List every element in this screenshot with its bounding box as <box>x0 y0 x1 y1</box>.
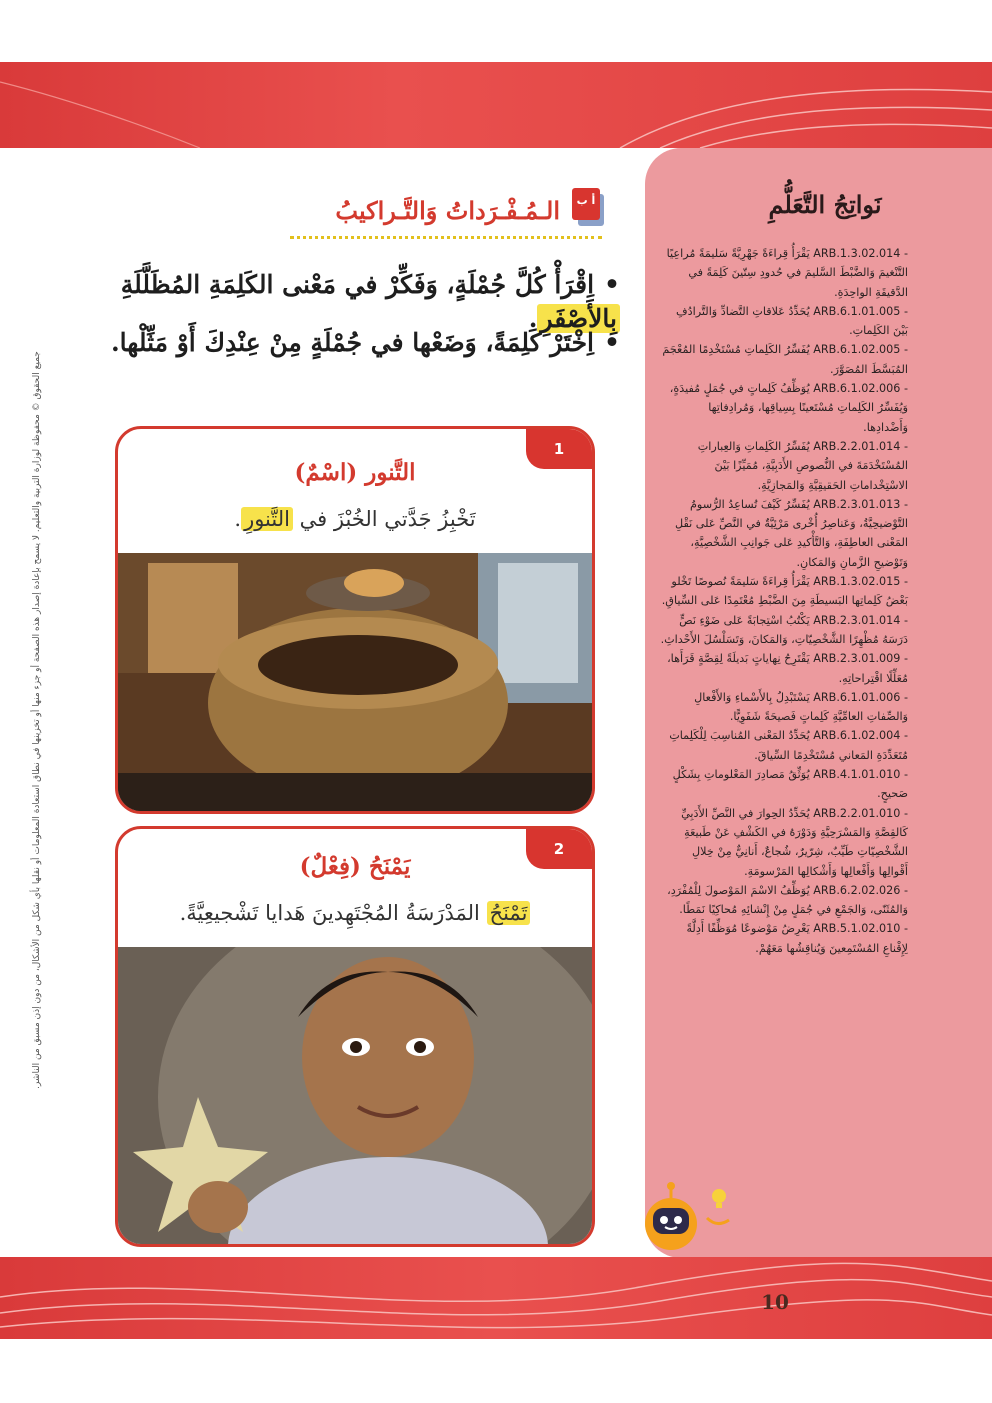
card-sentence <box>118 901 592 925</box>
card-number: 2 <box>526 829 592 869</box>
banner-wave-lines <box>0 62 992 148</box>
title-dotted-underline <box>290 236 602 239</box>
outcome-item: - ARB.6.1.01.006 يَسْتَبْدِلُ بِالأَسْماءِ وَالأَفْعالِ وَالصِّفاتِ العامِّيَّةِ كَلِماتٍ فَصيحَةً شَفَوِيًّا. <box>694 690 908 724</box>
outcome-item: - ARB.2.3.01.014 يَكْتُبُ اسْتِجابَةً عَلى ضَوْءِ نَصٍّ دَرَسَهُ مُظْهِرًا الشَّخْصِيّاتِ، وَالمَكانَ، وَتَسَلْسُلَ الأَحْداثِ. <box>660 613 908 646</box>
card-number: 1 <box>526 429 592 469</box>
bottom-banner <box>0 1257 992 1339</box>
clay-oven-photo <box>118 553 592 811</box>
outcome-item: - ARB.6.1.02.004 يُحَدِّدُ المَعْنى المُناسِبَ لِلْكَلِماتِ مُتَعَدِّدَةِ المَعاني مُسْتَخْدِمًا السِّياقَ. <box>669 729 908 762</box>
sentence-text: تَخْبِزُ جَدَّتي الخُبْزَ في <box>292 507 476 531</box>
outcome-item: - ARB.6.1.02.006 يُوَظِّفُ كَلِماتٍ في جُمَلٍ مُفيدَةٍ، وَيُفَسِّرُ الكَلِماتِ مُسْتَعينًا بِسِياقِها، وَمُرادِفاتِها وَأَضْدادِها. <box>669 382 908 434</box>
learning-outcomes-title: نَواتِجُ التَّعَلُّمِ <box>768 190 882 219</box>
instruction-text: اِقْرَأْ كُلَّ جُمْلَةٍ، وَفَكِّرْ في مَعْنى الكَلِمَةِ المُظَلَّلَةِ <box>120 270 595 299</box>
vocabulary-section-icon <box>568 186 608 228</box>
boy-with-star-photo <box>118 947 592 1244</box>
highlighted-word: تَمْنَحُ <box>487 901 531 925</box>
card-word: التَّنور (اسْمٌ) <box>294 459 416 486</box>
instruction-2 <box>110 326 620 360</box>
highlighted-word: بِالأَصْفَرِ <box>537 304 620 333</box>
instruction-punct: . <box>528 304 538 333</box>
vocab-card-1 <box>115 426 595 814</box>
bullet-icon: • <box>604 270 620 299</box>
copyright-note: جميع الحقوق © محفوظة لوزارة التربية والتعليم. لا يسمح بإعادة إصدار هذه الصفحة أو جزء منها أو تخزينها في نطاق استعادة المعلومات أو نقلها بأي شكل من الأشكال، من دون إذن مسبق من الناشر. <box>32 351 42 1089</box>
copyright-strip <box>32 340 48 1100</box>
outcome-item: - ARB.1.3.02.014 يَقْرَأُ قِراءَةً جَهْرِيَّةً سَليمَةً مُراعِيًا التَّنْغيمَ وَالضَّبْطَ السَّليمَ في حُدودِ سِتّينَ كَلِمَةً في الدَّقيقَةِ الواحِدَةِ. <box>666 247 908 299</box>
learning-outcomes-list <box>660 244 908 958</box>
highlighted-word: التَّنورِ <box>241 507 293 531</box>
top-banner <box>0 62 992 148</box>
outcome-item: - ARB.5.1.02.010 يَعْرِضُ مَوْضوعًا مُوَظِّفًا أَدِلَّةً لِإِقْناعِ المُسْتَمِعينَ وَيُناقِشُها مَعَهُمْ. <box>686 922 908 955</box>
sentence-punct: . <box>234 507 242 531</box>
banner-wave-lines <box>0 1257 992 1339</box>
bullet-icon: • <box>604 328 620 357</box>
vocab-card-2 <box>115 826 595 1247</box>
card-word: يَمْنَحُ (فِعْلٌ) <box>299 853 411 880</box>
outcome-item: - ARB.2.3.01.009 يَقْتَرِحُ نِهاياتٍ بَديلَةً لِقِصَّةٍ قَرَأَها، مُعَلِّلًا اقْتِراحاتِهِ. <box>667 652 908 685</box>
sentence-text: المَدْرَسَةُ المُجْتَهِدينَ هَدايا تَشْجيعِيَّةً. <box>179 901 487 925</box>
instruction-text: اِخْتَرْ كَلِمَةً، وَضَعْها في جُمْلَةٍ مِنْ عِنْدِكَ أَوْ مَثِّلْها. <box>110 328 595 357</box>
section-title: الـمُـفْـرَداتُ وَالتَّـراكيبُ <box>335 196 560 225</box>
page-number: 10 <box>761 1290 789 1314</box>
outcome-item: - ARB.6.2.02.026 يُوَظِّفُ الاسْمَ المَوْصولَ لِلْمُفْرَدِ، وَالمُثَنّى، وَالجَمْعِ في جُمَلٍ مِنْ إِنْشائِهِ مُحاكِيًا نَمَطًا. <box>667 883 908 917</box>
robot-mascot-icon <box>641 1174 737 1254</box>
outcome-item: - ARB.4.1.01.010 يُوَثِّقُ مَصادِرَ المَعْلوماتِ بِشَكْلٍ صَحيحٍ. <box>672 768 908 801</box>
outcome-item: - ARB.2.3.01.013 يُفَسِّرُ كَيْفَ تُساعِدُ الرُّسومُ التَّوْضيحِيَّةُ، وَعَناصِرُ أُخْرى مَرْئِيَّةٌ في النَّصِّ عَلى نَقْلِ المَعْنى العاطِفَةِ، وَالتَّأْكيدِ عَلى جَوانِبِ الشَّخْصِيَّةِ، وَتَوْضيحِ الزَّمانِ وَالمَكانِ. <box>674 497 908 569</box>
outcome-item: - ARB.2.2.01.010 يُحَدِّدُ الحِوارَ في النَّصِّ الأَدَبِيِّ كَالقِصَّةِ وَالمَسْرَحِيَّةِ وَدَوْرَهُ في الكَشْفِ عَنْ طَبيعَةِ الشَّخْصِيّاتِ طَيِّبٌ، شِرّيرٌ، شُجاعٌ، أَنانِيٌّ مِنْ خِلالِ أَقْوالِها وَأَفْعالِها وَأَشْكالِها المَرْسومَةِ. <box>681 806 908 878</box>
outcome-item: - ARB.1.3.02.015 يَقْرَأُ قِراءَةً سَليمَةً نُصوصًا تَخْلو بَعْضُ كَلِماتِها البَسيطَةِ مِنَ الضَّبْطِ مُعْتَمِدًا عَلى السِّياقِ. <box>661 575 908 608</box>
section-icon-label: أ ب <box>576 194 596 207</box>
outcome-item: - ARB.6.1.02.005 يُفَسِّرُ الكَلِماتِ مُسْتَخْدِمًا المُعْجَمَ المُبَسَّطَ المُصَوَّرَ. <box>662 343 908 376</box>
card-sentence <box>118 507 592 531</box>
outcome-item: - ARB.6.1.01.005 يُحَدِّدُ عَلاقاتِ التَّضادِّ وَالتَّرادُفِ بَيْنَ الكَلِماتِ. <box>676 304 908 338</box>
outcome-item: - ARB.2.2.01.014 يُفَسِّرُ الكَلِماتِ وَالعِباراتِ المُسْتَخْدَمَةَ في النُّصوصِ الأَدَبِيَّةِ، مُمَيِّزًا بَيْنَ الاسْتِخْداماتِ الحَقيقِيَّةِ وَالمَجازِيَّةِ. <box>697 439 908 492</box>
